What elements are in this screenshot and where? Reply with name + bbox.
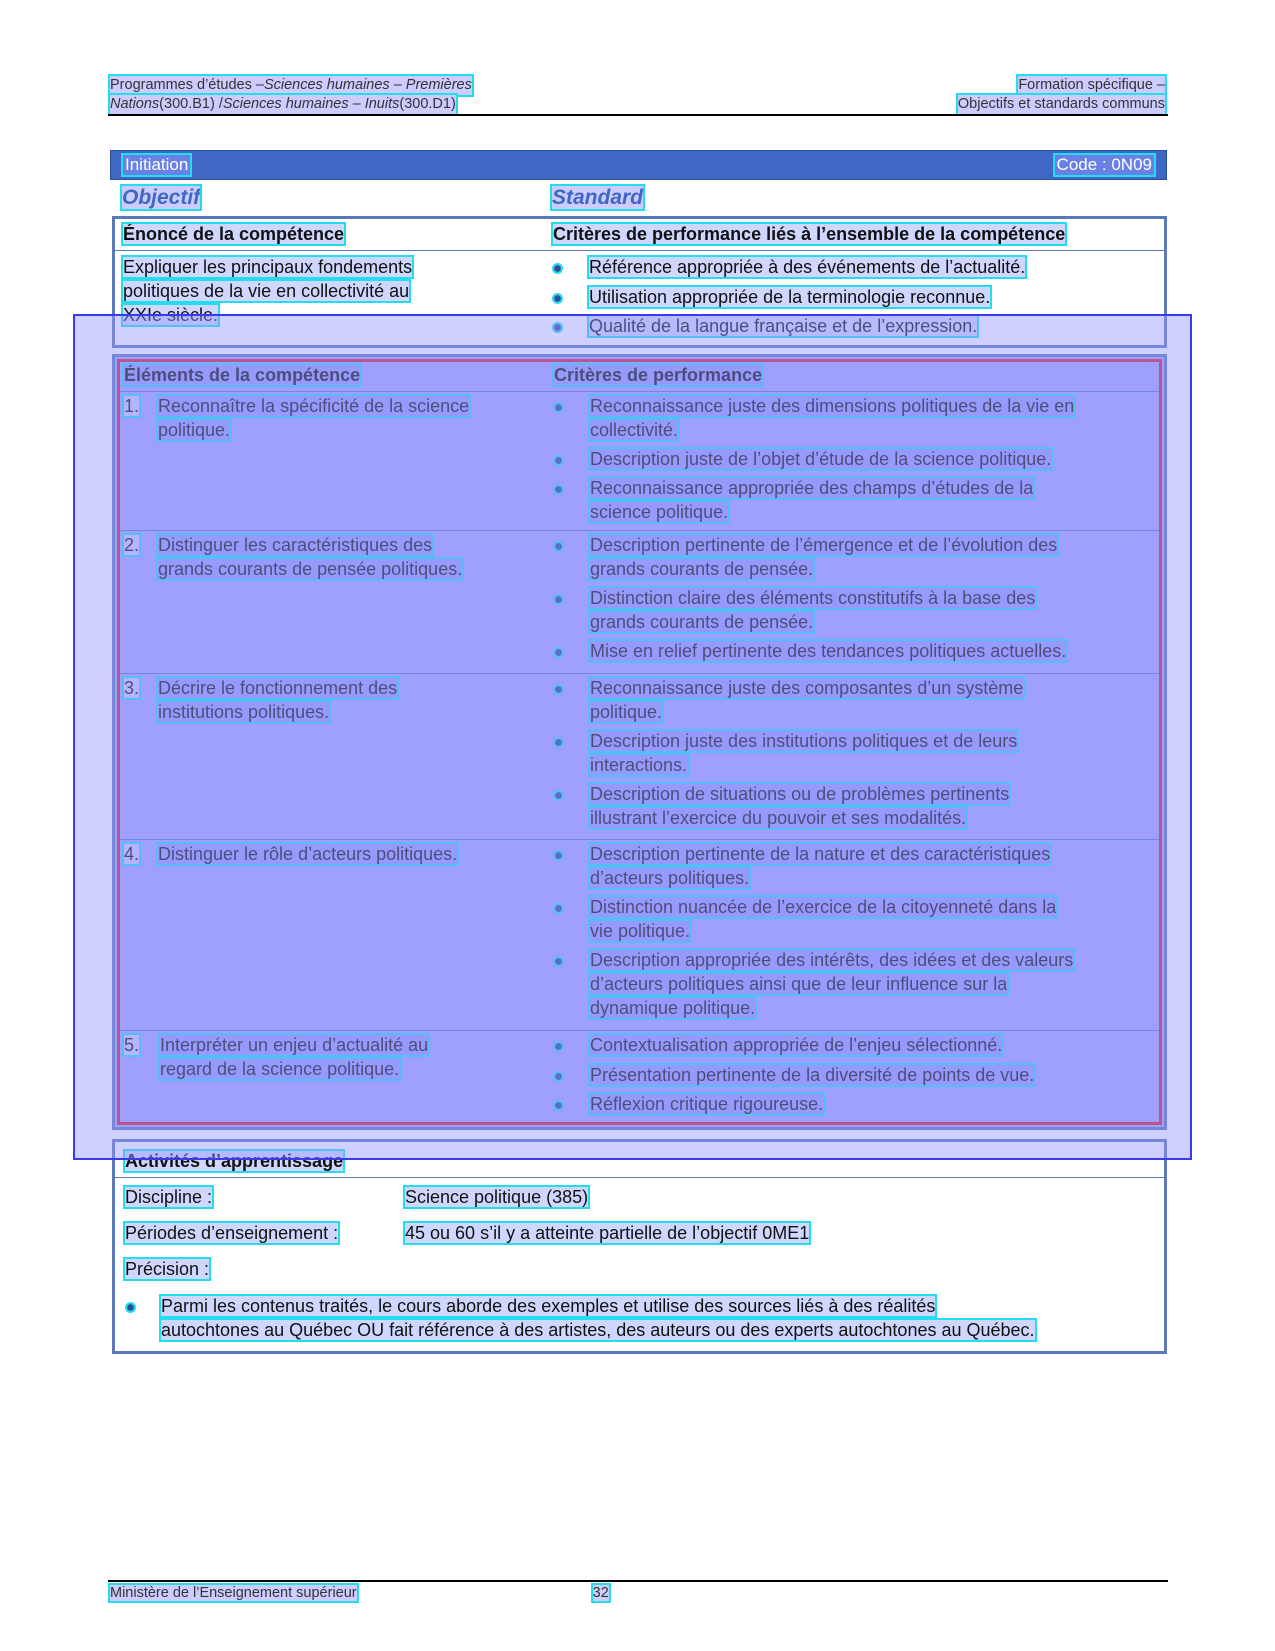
criterion-text: Reconnaissance juste des dimensions politiques de la vie en collectivité. (590, 396, 1075, 440)
bullet-icon (127, 1304, 134, 1311)
criterion-text: Distinction claire des éléments constitutifs à la base des grands courants de pensée. (590, 588, 1036, 632)
criterion-text: Description juste de l’objet d’étude de la science politique. (590, 449, 1052, 469)
element-text: Distinguer les caractéristiques des grands courants de pensée politiques. (158, 535, 463, 579)
title-bar (110, 150, 1167, 180)
bullet-icon (554, 265, 561, 272)
bullet-icon (555, 686, 562, 693)
criterion-text: Description pertinente de l’émergence et de l’évolution des grands courants de pensée. (590, 535, 1058, 579)
element-text: Interpréter un enjeu d’actualité au regard de la science politique. (160, 1035, 429, 1079)
header-program-line2: Nations(300.B1) /Sciences humaines – Inuits(300.D1) (110, 96, 456, 112)
element-text: Distinguer le rôle d’acteurs politiques. (158, 844, 458, 864)
competence-criterion: Utilisation appropriée de la terminologie reconnue. (589, 287, 991, 307)
competence-criterion: Référence appropriée à des événements de l’actualité. (589, 257, 1026, 277)
header-section-line2: Objectifs et standards communs (957, 96, 1165, 112)
criterion-text: Distinction nuancée de l’exercice de la citoyenneté dans la vie politique. (590, 897, 1057, 941)
bullet-icon (555, 543, 562, 550)
footer-rule (108, 1580, 1168, 1582)
criterion-text: Réflexion critique rigoureuse. (590, 1094, 824, 1114)
element-text: Décrire le fonctionnement des institutions politiques. (158, 678, 398, 722)
discipline-value: Science politique (385) (405, 1187, 589, 1207)
page-footer (110, 1585, 609, 1601)
header-section-line1: Formation spécifique – (1018, 77, 1165, 93)
bullet-icon (555, 852, 562, 859)
discipline-label: Discipline : (125, 1187, 213, 1207)
periods-value: 45 ou 60 s’il y a atteinte partielle de l’objectif 0ME1 (405, 1223, 810, 1243)
criterion-text: Contextualisation appropriée de l’enjeu sélectionné. (590, 1035, 1003, 1055)
elements-heading: Éléments de la compétence (124, 365, 361, 385)
element-text: Reconnaître la spécificité de la science politique. (158, 396, 470, 440)
standard-heading: Standard (552, 186, 644, 209)
bullet-icon (555, 457, 562, 464)
precision-label: Précision : (125, 1259, 210, 1279)
header-rule (108, 114, 1168, 116)
competence-heading: Énoncé de la compétence (123, 224, 345, 244)
criterion-text: Description appropriée des intérêts, des idées et des valeurs d’acteurs politiques ainsi que de leur influence sur la dynamique politique. (590, 950, 1074, 1018)
bullet-icon (555, 596, 562, 603)
elements-table: Éléments de la compétence Critères de performance 1. Reconnaître la spécificité de la science politique. Reconnaissance juste des dimensions politiques de la vie en collectivité. Description juste de l’objet d’étude de la science politique. Reconnaissance appropriée des champs d’études de la science politique. 2. Distinguer les caractéristiques des grands courants de pensée politiques. Description pertinente de l’émergence et de l’évolution des grands courants de pensée. Distinction claire des éléments constitutifs à la base des grands courants de pensée. Mise en relief pertinente des tendances politiques actuelles. 3. Décrire le fonctionnement des institutions politiques. Reconnaissance juste des composantes d’un système politique. Description juste des institutions politiques et de leurs interactions. Description de situations ou de problèmes pertinents illustrant l’exercice du pouvoir et ses modalités. 4. Distinguer le rôle d’acteurs politiques. Description pertinente de la nature et des caractéristiques d’acteurs politiques. Distinction nuancée de l’exercice de la citoyenneté dans la vie politique. Description appropriée des intérêts, des idées et des valeurs d’acteurs politiques ainsi que de leur influence sur la dynamique politique. 5. Interpréter un enjeu d’actualité au regard de la science politique. Contextualisation appropriée de l’enjeu sélectionné. Présentation pertinente de la diversité de points de vue. Réflexion critique rigoureuse. (117, 359, 1162, 1125)
bullet-icon (555, 486, 562, 493)
criterion-text: Reconnaissance juste des composantes d’un système politique. (590, 678, 1024, 722)
course-type: Initiation (125, 155, 189, 174)
criterion-text: Présentation pertinente de la diversité de points de vue. (590, 1065, 1035, 1085)
activities-box (112, 1139, 1167, 1354)
competence-criteria-heading: Critères de performance liés à l’ensemble de la compétence (553, 224, 1066, 244)
performance-heading: Critères de performance (554, 365, 763, 385)
bullet-icon (555, 958, 562, 965)
bullet-icon (555, 1102, 562, 1109)
bullet-icon (555, 404, 562, 411)
periods-label: Périodes d’enseignement : (125, 1223, 339, 1243)
bullet-icon (555, 792, 562, 799)
precision-text: Parmi les contenus traités, le cours aborde des exemples et utilise des sources liés à des réalités autochtones au Québec OU fait référence à des artistes, des auteurs ou des experts autochtones au Québec. (161, 1296, 1035, 1340)
footer-ministry: Ministère de l’Enseignement supérieur (110, 1585, 357, 1601)
bullet-icon (555, 1073, 562, 1080)
bullet-icon (555, 739, 562, 746)
page-number: 32 (592, 1585, 609, 1601)
bullet-icon (555, 1043, 562, 1050)
bullet-icon (554, 324, 561, 331)
elements-box (112, 354, 1167, 1130)
criterion-text: Mise en relief pertinente des tendances politiques actuelles. (590, 641, 1067, 661)
activities-heading: Activités d’apprentissage (125, 1151, 344, 1171)
competence-box (112, 216, 1167, 348)
criterion-text: Description juste des institutions politiques et de leurs interactions. (590, 731, 1018, 775)
course-code: Code : 0N09 (1056, 155, 1152, 174)
objective-heading: Objectif (122, 186, 201, 209)
bullet-icon (554, 295, 561, 302)
competence-statement: Expliquer les principaux fondements politiques de la vie en collectivité au XXIe siècle. (123, 257, 413, 325)
bullet-icon (555, 905, 562, 912)
criterion-text: Description pertinente de la nature et des caractéristiques d’acteurs politiques. (590, 844, 1051, 888)
page-header (110, 76, 1165, 114)
competence-criterion: Qualité de la langue française et de l’expression. (589, 316, 978, 336)
header-program-line1: Programmes d’études –Sciences humaines – Premières (110, 77, 472, 93)
criterion-text: Reconnaissance appropriée des champs d’études de la science politique. (590, 478, 1034, 522)
criterion-text: Description de situations ou de problèmes pertinents illustrant l’exercice du pouvoir et ses modalités. (590, 784, 1010, 828)
bullet-icon (555, 649, 562, 656)
